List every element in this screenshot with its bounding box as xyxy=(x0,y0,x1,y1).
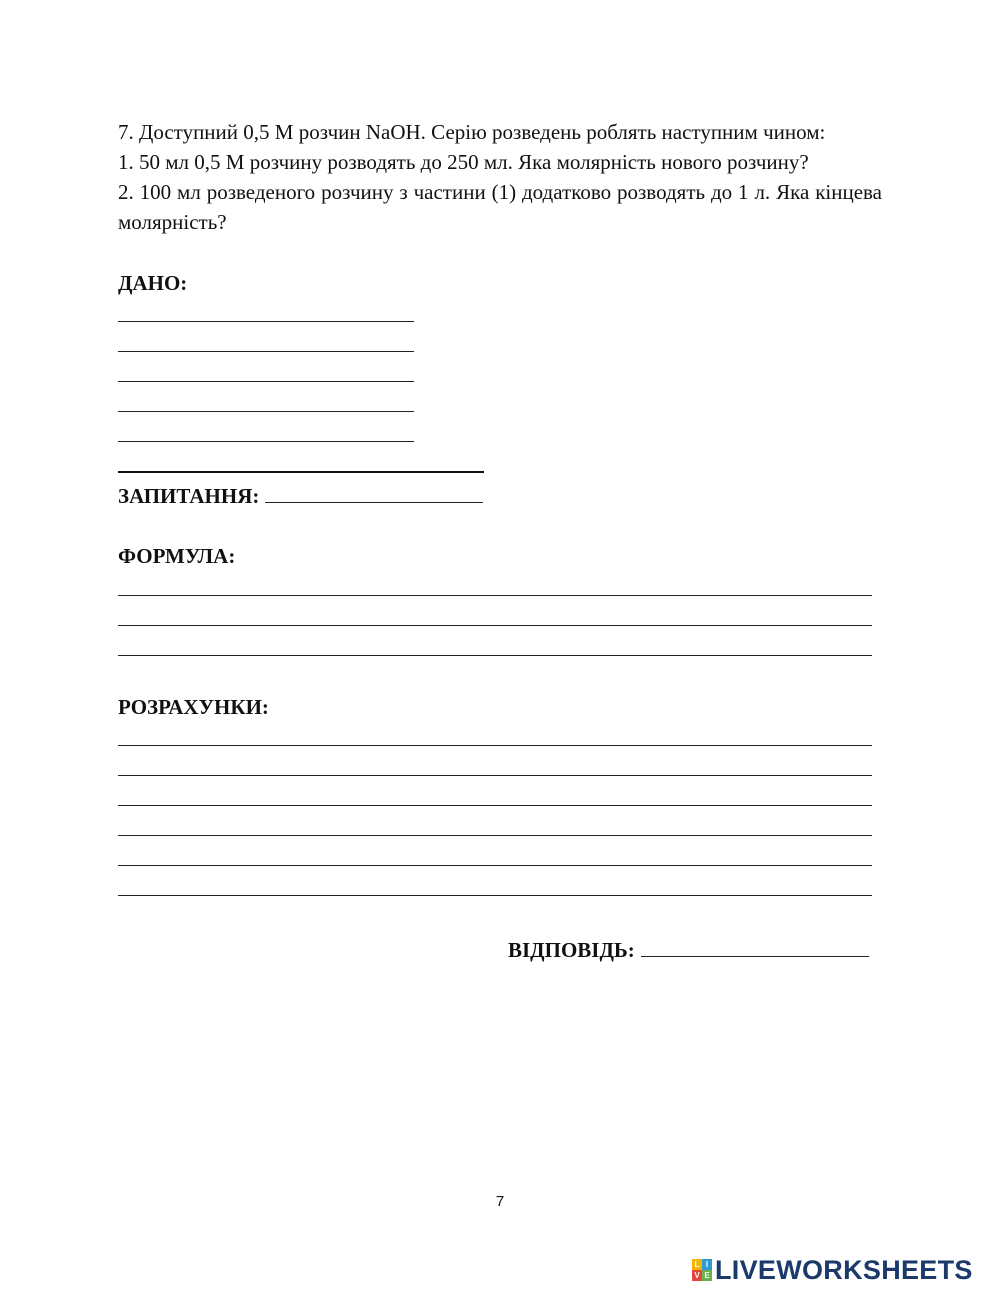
given-answer-line-5[interactable] xyxy=(118,441,414,442)
logo-mark-letter-v: V xyxy=(692,1270,702,1281)
formula-heading: ФОРМУЛА: xyxy=(118,544,236,568)
given-answer-line-4[interactable] xyxy=(118,411,414,412)
formula-answer-line-1[interactable] xyxy=(118,595,872,596)
given-separator-line xyxy=(118,471,484,473)
answer-row xyxy=(508,936,869,963)
calculations-answer-line-5[interactable] xyxy=(118,865,872,866)
answer-heading: ВІДПОВІДЬ: xyxy=(508,938,635,962)
given-answer-line-2[interactable] xyxy=(118,351,414,352)
calculations-answer-line-6[interactable] xyxy=(118,895,872,896)
calculations-answer-line-2[interactable] xyxy=(118,775,872,776)
problem-line-1: 7. Доступний 0,5 М розчин NaOH. Серію розведень роблять наступним чином: xyxy=(118,120,826,144)
liveworksheets-logo-icon xyxy=(692,1259,712,1281)
calculations-answer-line-1[interactable] xyxy=(118,745,872,746)
question-heading: ЗАПИТАННЯ: xyxy=(118,484,260,508)
logo-mark-letter-e: E xyxy=(702,1270,712,1281)
calculations-heading: РОЗРАХУНКИ: xyxy=(118,695,269,719)
liveworksheets-logo-text: LIVEWORKSHEETS xyxy=(715,1254,973,1285)
formula-answer-line-3[interactable] xyxy=(118,655,872,656)
given-answer-line-3[interactable] xyxy=(118,381,414,382)
problem-line-3: 2. 100 мл розведеного розчину з частини (1) додатково розводять до 1 л. Яка кінцева молярність? xyxy=(118,180,882,234)
logo-mark-letter-i: I xyxy=(702,1259,712,1270)
formula-answer-line-2[interactable] xyxy=(118,625,872,626)
answer-line[interactable] xyxy=(641,936,869,957)
calculations-answer-line-4[interactable] xyxy=(118,835,872,836)
liveworksheets-logo xyxy=(692,1254,973,1286)
problem-line-2: 1. 50 мл 0,5 М розчину розводять до 250 мл. Яка молярність нового розчину? xyxy=(118,150,809,174)
calculations-answer-line-3[interactable] xyxy=(118,805,872,806)
question-answer-line[interactable] xyxy=(265,482,483,503)
question-row xyxy=(118,482,483,509)
problem-text xyxy=(118,117,882,237)
given-heading: ДАНО: xyxy=(118,271,188,295)
given-answer-line-1[interactable] xyxy=(118,321,414,322)
page-number: 7 xyxy=(495,1193,505,1210)
logo-mark-letter-l: L xyxy=(692,1259,702,1270)
